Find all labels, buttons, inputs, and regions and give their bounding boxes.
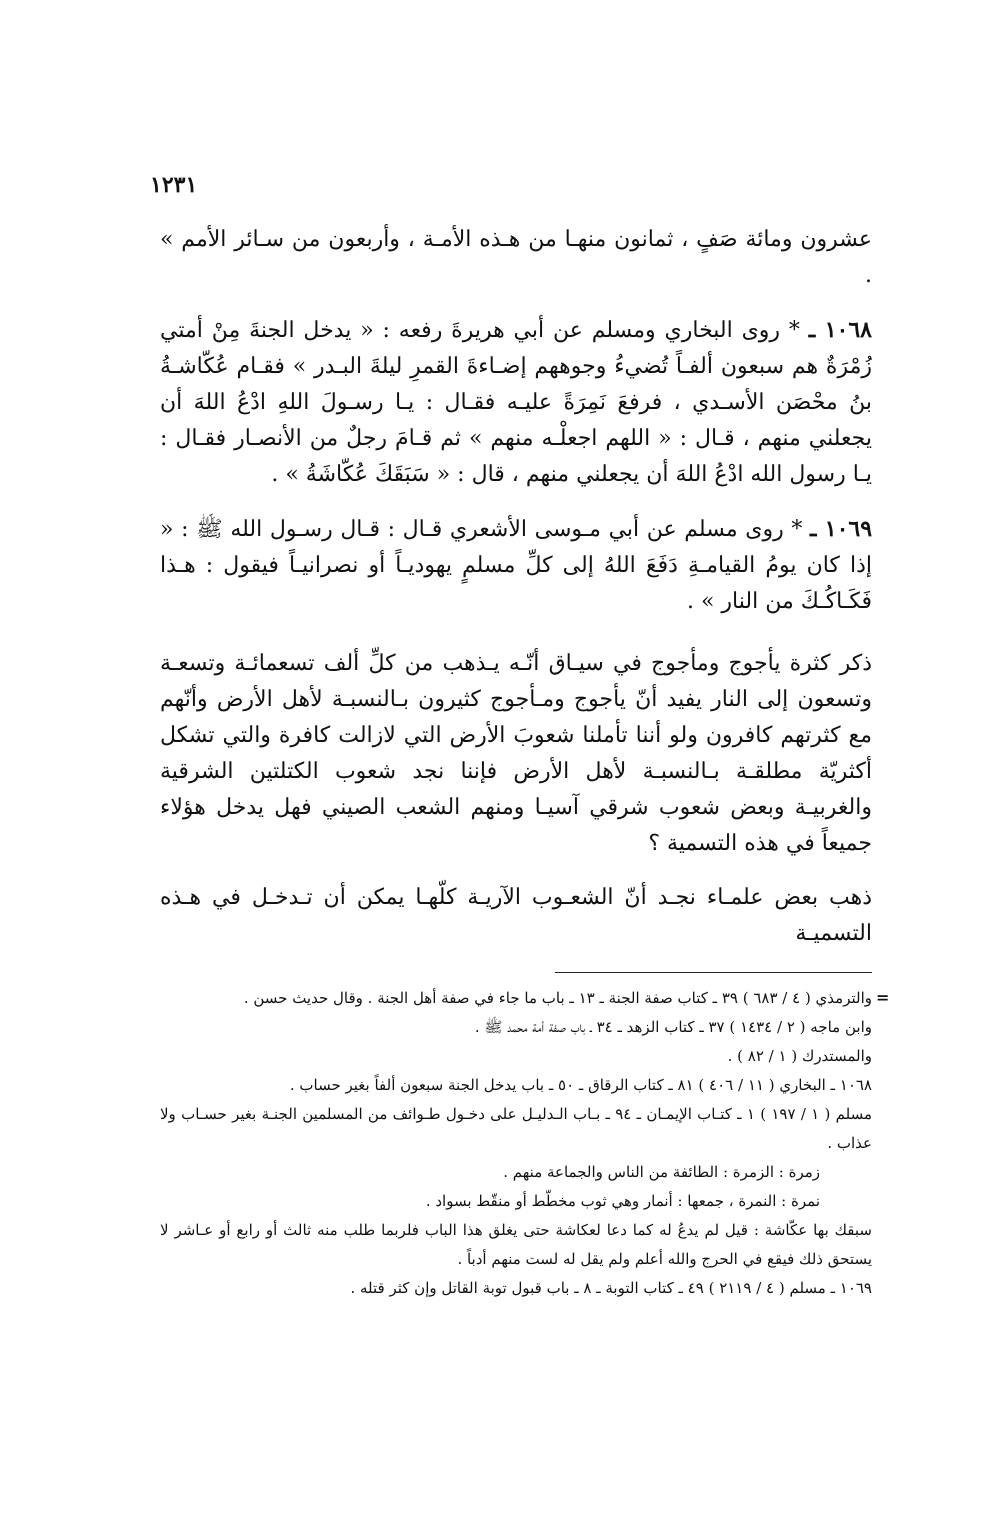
footnotes [160,984,872,1303]
hadith-1068 [160,312,872,493]
intro-line: عشرون ومائة صَفٍ ، ثمانون منهـا من هـذه الأمـة ، وأربعون من سـائر الأمم » . [160,227,872,288]
footnote-zumra: زمرة : الزمرة : الطائفة من الناس والجماعة منهم . [503,1163,820,1181]
hadith-1068-number: ١٠٦٨ ـ [808,317,872,343]
main-text [160,222,872,952]
commentary-paragraph: ذكر كثرة يأجوج ومأجوج في سيـاق أنّـه يـذهب من كلِّ ألف تسعمائـة وتسعـة وتسعون إلى النار يفيد أنّ يأجوج ومـأجوج كثيرون بـالنسبـة لأهل الأرض وأنّهم مع كثرتهم كافرون ولو أننا تأملنا شعوبَ الأرض التي لازالت كافرة والتي تشكل أكثريّة مطلقـة بـالنسبـة لأهل الأرض فإننا نجد شعوب الكتلتين الشرقية والغربيـة وبعض شعوب شرقي آسيـا ومنهم الشعب الصيني فهل يدخل هؤلاء جميعاً في هذه التسمية ؟ [160,651,872,856]
footnote-1068-bukhari: ١٠٦٨ ـ البخاري ( ١١ / ٤٠٦ ) ٨١ ـ كتاب الرقاق ـ ٥٠ ـ باب يدخل الجنة سبعون ألفاً بغير حساب . [289,1076,872,1094]
hadith-1069 [160,511,872,620]
footnote-1068-muslim: مسلم ( ١ / ١٩٧ ) ١ ـ كتـاب الإيمـان ـ ٩٤ ـ بـاب الـدليـل على دخـول طـوائف من المسلمين الجنـة بغير حسـاب ولا عذاب . [160,1105,873,1152]
footnote-namira: نمرة : النمرة ، جمعها : أنمار وهي ثوب مخطّط أو منقّط بسواد . [425,1192,820,1210]
footnote-1069-muslim: ١٠٦٩ ـ مسلم ( ٤ / ٢١١٩ ) ٤٩ ـ كتاب التوبة ـ ٨ ـ باب قبول توبة القاتل وإن كثر قتله . [350,1279,872,1297]
last-paragraph-line: ذهب بعض علمـاء نجـد أنّ الشعـوب الآريـة كلّهـا يمكن أن تـدخـل في هـذه التسميـة [160,885,872,946]
footnote-ibn-majah: وابن ماجه ( ٢ / ١٤٣٤ ) ٣٧ ـ كتاب الزهد ـ ٣٤ ـ باب صفة أمة محمد ﷺ . [474,1018,872,1036]
footnote-divider [555,972,872,973]
footnote-mustadrak: والمستدرك ( ١ / ٨٢ ) . [727,1047,872,1065]
page-number: ١٢٣١ [150,172,198,198]
hadith-1069-text: * روى مسلم عن أبي مـوسى الأشعري قـال : قـال رسـول الله ﷺ : « إذا كان يومُ القيامـةِ دَفَعَ اللهُ إلى كلِّ مسلمٍ يهوديـاً أو نصرانيـاً فيقول : هـذا فَكَـاكُـكَ من النار » . [160,517,872,614]
hadith-1069-number: ١٠٦٩ ـ [810,516,873,542]
hadith-1068-text: * روى البخاري ومسلم عن أبي هريرةَ رفعه : « يدخل الجنةَ مِنْ أمتي زُمْرَةٌ هم سبعون ألفـاً تُضيءُ وجوههم إضـاءةَ القمرِ ليلةَ البـدر » فقـام عُكّاشـةُ بنُ محْصَن الأسـدي ، فرفعَ نَمِرَةً عليـه فقـال : يـا رسـولَ اللهِ ادْعُ اللهَ أن يجعلني منهم ، قـال : « اللهم اجعلْـه منهم » ثم قـامَ رجلٌ من الأنصـار فقـال : يـا رسول الله ادْعُ اللهَ أن يجعلني منهم ، قال : « سَبَقَكَ عُكّاشَةُ » . [160,318,872,487]
footnote-tirmidhi: والترمذي ( ٤ / ٦٨٣ ) ٣٩ ـ كتاب صفة الجنة ـ ١٣ ـ باب ما جاء في صفة أهل الجنة . وقال حديث حسن . [243,989,872,1007]
footnote-continuation-mark: = [876,988,890,1007]
footnote-ukkasha: سبقك بها عكّاشة : قيل لم يدعُ له كما دعا لعكاشة حتى يغلق هذا الباب فلربما طلب منه ثالث أو رابع أو عـاشر لا يستحق ذلك فيقع في الحرج والله أعلم ولم يقل له لست منهم أدباً . [160,1221,872,1268]
